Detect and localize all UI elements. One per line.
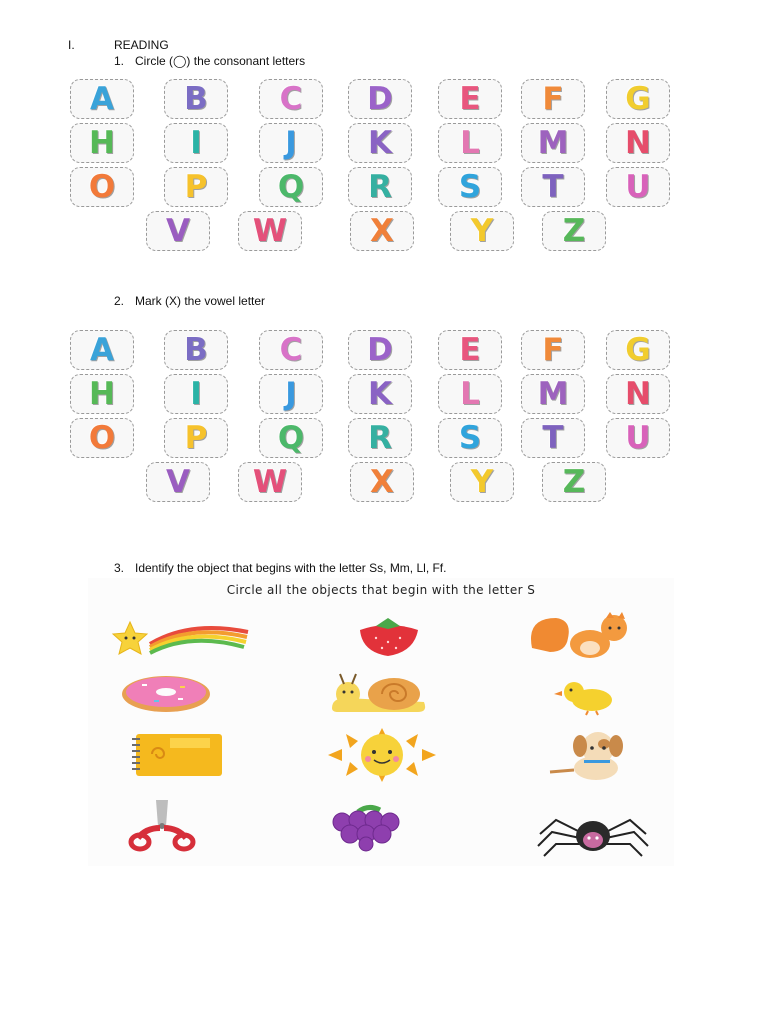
- letter-tile-m[interactable]: [521, 374, 585, 414]
- q2-number: 2.: [114, 294, 125, 308]
- letter-tile-b[interactable]: [164, 330, 228, 370]
- letter-tile-h[interactable]: [70, 374, 134, 414]
- letter-tile-n[interactable]: [606, 123, 670, 163]
- letter-tile-a[interactable]: [70, 79, 134, 119]
- letter-glyph: C: [279, 80, 303, 117]
- letter-tile-q[interactable]: [259, 167, 323, 207]
- letter-glyph: E: [459, 80, 481, 117]
- snail-icon[interactable]: [328, 672, 432, 716]
- letter-tile-p[interactable]: [164, 418, 228, 458]
- letter-tile-d[interactable]: [348, 79, 412, 119]
- letter-glyph: U: [625, 168, 651, 205]
- letter-tile-c[interactable]: [259, 79, 323, 119]
- letter-tile-o[interactable]: [70, 418, 134, 458]
- letter-glyph: P: [184, 419, 208, 456]
- letter-glyph: V: [166, 212, 190, 249]
- letter-glyph: Q: [277, 168, 305, 205]
- letter-glyph: C: [279, 331, 303, 368]
- letter-glyph: D: [367, 331, 393, 368]
- letter-tile-m[interactable]: [521, 123, 585, 163]
- puppy-icon[interactable]: [542, 730, 646, 782]
- strawberry-icon[interactable]: [352, 616, 424, 658]
- q3-number: 3.: [114, 561, 125, 575]
- letter-glyph: L: [460, 124, 480, 161]
- letter-tile-l[interactable]: [438, 374, 502, 414]
- letter-tile-f[interactable]: [521, 79, 585, 119]
- letter-glyph: N: [625, 375, 651, 412]
- letter-glyph: O: [88, 419, 116, 456]
- letter-tile-q[interactable]: [259, 418, 323, 458]
- letter-tile-x[interactable]: [350, 211, 414, 251]
- letter-tile-g[interactable]: [606, 330, 670, 370]
- spider-icon[interactable]: [536, 814, 650, 858]
- q3-text: Identify the object that begins with the letter Ss, Mm, Ll, Ff.: [135, 561, 447, 575]
- letter-glyph: X: [370, 212, 394, 249]
- letter-tile-s[interactable]: [438, 418, 502, 458]
- section-number: I.: [68, 38, 75, 52]
- letter-tile-w[interactable]: [238, 462, 302, 502]
- letter-glyph: U: [625, 419, 651, 456]
- letter-tile-u[interactable]: [606, 418, 670, 458]
- letter-tile-e[interactable]: [438, 79, 502, 119]
- letter-glyph: B: [184, 80, 208, 117]
- letter-tile-g[interactable]: [606, 79, 670, 119]
- letter-tile-s[interactable]: [438, 167, 502, 207]
- letter-tile-o[interactable]: [70, 167, 134, 207]
- letter-tile-l[interactable]: [438, 123, 502, 163]
- letter-glyph: Z: [562, 212, 586, 249]
- letter-glyph: K: [367, 124, 393, 161]
- letter-glyph: Y: [470, 212, 494, 249]
- letter-tile-u[interactable]: [606, 167, 670, 207]
- letter-glyph: X: [370, 463, 394, 500]
- letter-glyph: A: [90, 331, 114, 368]
- letter-tile-h[interactable]: [70, 123, 134, 163]
- letter-glyph: E: [459, 331, 481, 368]
- letter-glyph: V: [166, 463, 190, 500]
- letter-tile-z[interactable]: [542, 462, 606, 502]
- letter-tile-k[interactable]: [348, 123, 412, 163]
- letter-glyph: B: [184, 331, 208, 368]
- q1-text: Circle (◯) the consonant letters: [135, 54, 306, 68]
- letter-tile-i[interactable]: [164, 374, 228, 414]
- section-title: READING: [114, 38, 169, 52]
- letter-tile-v[interactable]: [146, 462, 210, 502]
- letter-tile-f[interactable]: [521, 330, 585, 370]
- objects-title: Circle all the objects that begin with the letter S: [226, 583, 536, 597]
- letter-tile-c[interactable]: [259, 330, 323, 370]
- letter-glyph: H: [89, 375, 115, 412]
- letter-glyph: Y: [470, 463, 494, 500]
- squirrel-icon[interactable]: [526, 612, 640, 660]
- q1-number: 1.: [114, 54, 125, 68]
- shooting-star-icon[interactable]: [110, 618, 250, 656]
- letter-glyph: M: [537, 375, 569, 412]
- donut-icon[interactable]: [120, 674, 212, 714]
- letter-tile-i[interactable]: [164, 123, 228, 163]
- letter-tile-r[interactable]: [348, 167, 412, 207]
- letter-glyph: K: [367, 375, 393, 412]
- chick-icon[interactable]: [552, 678, 630, 716]
- letter-tile-d[interactable]: [348, 330, 412, 370]
- letter-glyph: N: [625, 124, 651, 161]
- letter-glyph: Q: [277, 419, 305, 456]
- letter-tile-x[interactable]: [350, 462, 414, 502]
- letter-glyph: M: [537, 124, 569, 161]
- letter-glyph: F: [542, 80, 564, 117]
- letter-glyph: W: [252, 212, 288, 249]
- letter-tile-y[interactable]: [450, 211, 514, 251]
- letter-tile-z[interactable]: [542, 211, 606, 251]
- letter-glyph: T: [542, 168, 564, 205]
- letter-tile-j[interactable]: [259, 374, 323, 414]
- scissors-icon[interactable]: [128, 798, 196, 852]
- letter-glyph: L: [460, 375, 480, 412]
- letter-glyph: S: [458, 168, 482, 205]
- objects-panel: [88, 578, 674, 866]
- letter-glyph: F: [542, 331, 564, 368]
- letter-tile-a[interactable]: [70, 330, 134, 370]
- letter-glyph: J: [285, 124, 297, 161]
- letter-glyph: G: [625, 331, 651, 368]
- letter-tile-t[interactable]: [521, 167, 585, 207]
- grapes-icon[interactable]: [328, 804, 406, 852]
- letter-glyph: H: [89, 124, 115, 161]
- letter-tile-p[interactable]: [164, 167, 228, 207]
- notebook-icon[interactable]: [130, 730, 226, 780]
- letter-glyph: I: [190, 124, 202, 161]
- letter-glyph: P: [184, 168, 208, 205]
- letter-glyph: O: [88, 168, 116, 205]
- letter-tile-t[interactable]: [521, 418, 585, 458]
- letter-glyph: W: [252, 463, 288, 500]
- letter-glyph: J: [285, 375, 297, 412]
- letter-glyph: A: [90, 80, 114, 117]
- letter-glyph: T: [542, 419, 564, 456]
- sun-icon[interactable]: [324, 728, 440, 782]
- letter-tile-e[interactable]: [438, 330, 502, 370]
- letter-glyph: Z: [562, 463, 586, 500]
- letter-glyph: D: [367, 80, 393, 117]
- letter-glyph: G: [625, 80, 651, 117]
- letter-tile-j[interactable]: [259, 123, 323, 163]
- letter-glyph: S: [458, 419, 482, 456]
- letter-tile-v[interactable]: [146, 211, 210, 251]
- letter-tile-r[interactable]: [348, 418, 412, 458]
- letter-glyph: R: [368, 419, 392, 456]
- letter-glyph: I: [190, 375, 202, 412]
- q2-text: Mark (X) the vowel letter: [135, 294, 266, 308]
- letter-tile-b[interactable]: [164, 79, 228, 119]
- letter-tile-w[interactable]: [238, 211, 302, 251]
- letter-tile-k[interactable]: [348, 374, 412, 414]
- letter-glyph: R: [368, 168, 392, 205]
- letter-tile-n[interactable]: [606, 374, 670, 414]
- letter-tile-y[interactable]: [450, 462, 514, 502]
